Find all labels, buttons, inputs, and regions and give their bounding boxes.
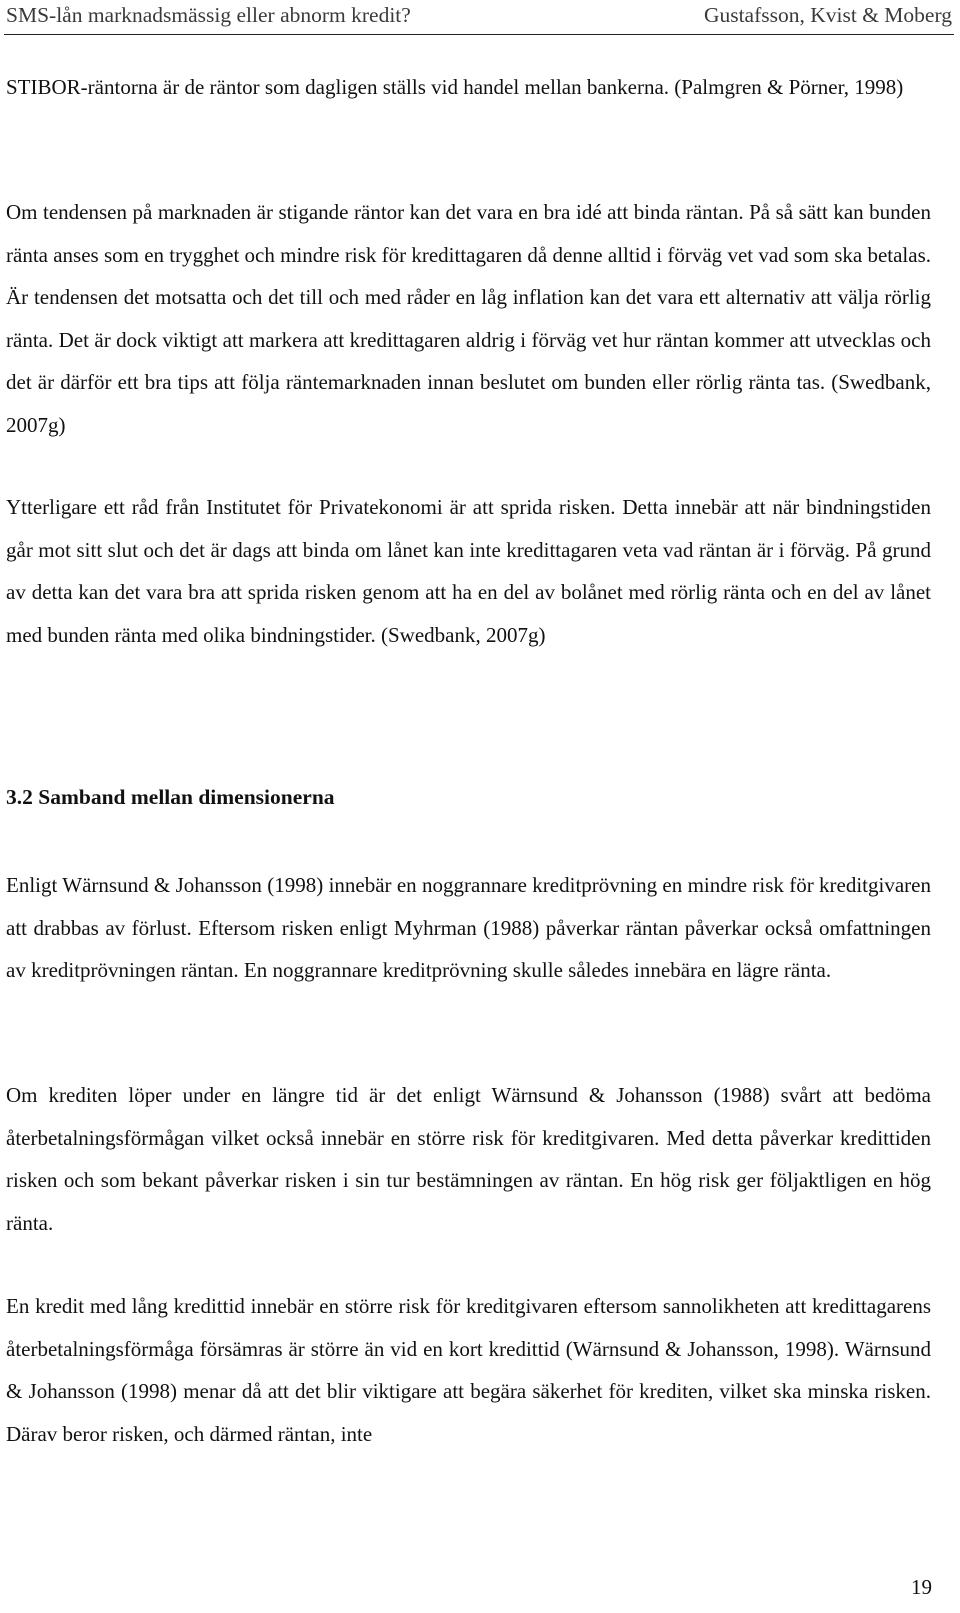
paragraph-stibor: STIBOR-räntorna är de räntor som dagligen ställs vid handel mellan bankerna. (Palmgren & Pörner, 1998) <box>6 75 904 99</box>
paragraph-long-credit: En kredit med lång kredittid innebär en större risk för kreditgivaren eftersom sannolikheten att kredittagarens återbetalningsförmåga försämras är större än vid en kort kredittid (Wärnsund & Johansson, 1998). Wärnsund & Johansson (1998) menar då att det blir viktigare att begära säkerhet för krediten, vilket ska minska risken. Därav beror risken, och därmed räntan, inte <box>6 1294 931 1446</box>
paragraph-credit-assessment: Enligt Wärnsund & Johansson (1998) innebär en noggrannare kreditprövning en mindre risk för kreditgivaren att drabbas av förlust. Eftersom risken enligt Myhrman (1988) påverkar räntan påverkar också omfattningen av kreditprövningen räntan. En noggrannare kreditprövning skulle således innebära en lägre ränta. <box>6 873 931 982</box>
paragraph-rate-trend: Om tendensen på marknaden är stigande räntor kan det vara en bra idé att binda räntan. På så sätt kan bunden ränta anses som en trygghet och mindre risk för kredittagaren då denne alltid i förväg vet vad som ska betalas. Är tendensen det motsatta och det till och med råder en låg inflation kan det vara ett alternativ att välja rörlig ränta. Det är dock viktigt att markera att kredittagaren aldrig i förväg vet hur räntan kommer att utvecklas och det är därför ett bra tips att följa räntemarknaden innan beslutet om bunden eller rörlig ränta tas. (Swedbank, 2007g) <box>6 200 931 437</box>
page-number: 19 <box>911 1575 932 1599</box>
running-header <box>4 0 954 35</box>
paragraph-spread-risk: Ytterligare ett råd från Institutet för Privatekonomi är att sprida risken. Detta innebär att när bindningstiden går mot sitt slut och det är dags att binda om lånet kan inte kredittagaren veta vad räntan är i förväg. På grund av detta kan det vara bra att sprida risken genom att ha en del av bolånet med rörlig ränta och en del av lånet med bunden ränta med olika bindningstider. (Swedbank, 2007g) <box>6 495 931 647</box>
document-title: SMS-lån marknadsmässig eller abnorm kredit? <box>6 3 411 27</box>
paragraph-credit-duration: Om krediten löper under en längre tid är det enligt Wärnsund & Johansson (1988) svårt att bedöma återbetalningsförmågan vilket också innebär en större risk för kreditgivaren. Med detta påverkar kredittiden risken och som bekant påverkar risken i sin tur bestämningen av räntan. En hög risk ger följaktligen en hög ränta. <box>6 1083 931 1235</box>
section-heading: 3.2 Samband mellan dimensionerna <box>6 785 335 809</box>
document-authors: Gustafsson, Kvist & Moberg <box>703 3 952 27</box>
